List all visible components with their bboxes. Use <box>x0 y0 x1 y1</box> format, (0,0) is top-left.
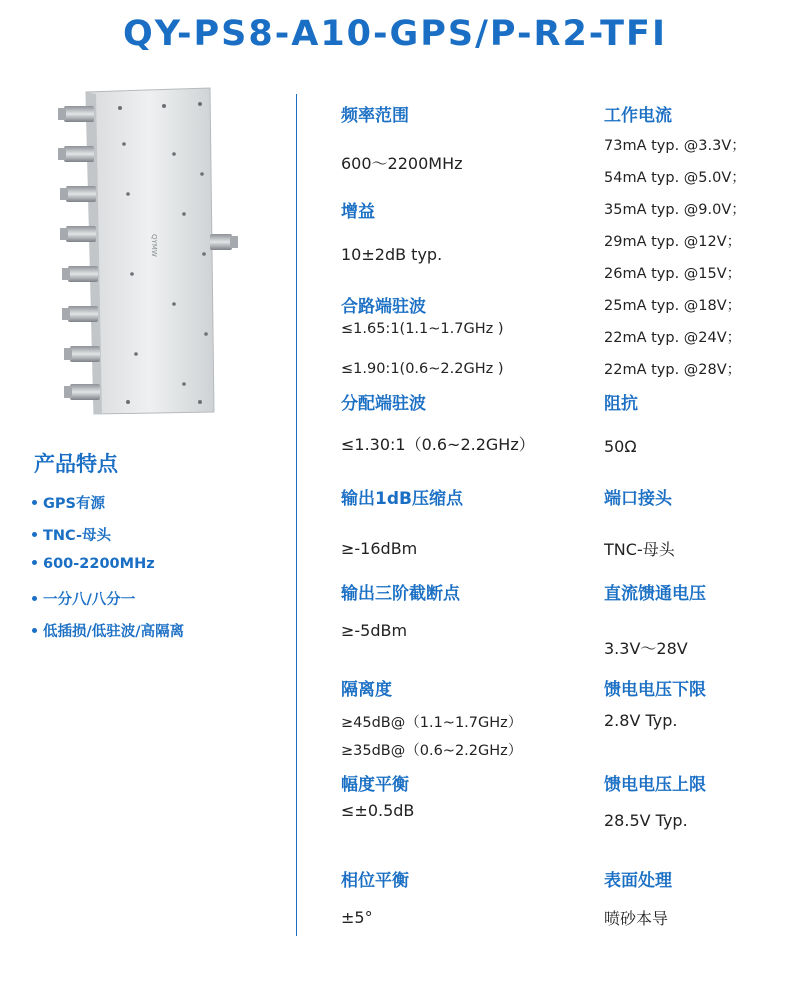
feature-item: 低插损/低驻波/高隔离 <box>32 620 184 652</box>
spec-value-connector: TNC-母头 <box>604 540 675 559</box>
spec-value-combine-vswr-1: ≤1.65:1(1.1~1.7GHz ) <box>341 321 504 337</box>
spec-value-gain: 10±2dB typ. <box>341 245 443 264</box>
spec-value-ip3: ≥-5dBm <box>341 621 408 640</box>
input-connector <box>210 234 238 250</box>
feature-item: GPS有源 <box>32 492 184 524</box>
bullet-icon <box>32 500 37 505</box>
spec-label-isolation: 隔离度 <box>341 680 392 700</box>
spec-value-finish: 喷砂本导 <box>604 909 669 928</box>
spec-label-phase-balance: 相位平衡 <box>341 871 409 891</box>
spec-value-p1db: ≥-16dBm <box>341 539 418 558</box>
spec-value-current: 22mA typ. @28V； <box>604 362 742 378</box>
spec-value-isolation-2: ≥35dB@（0.6~2.2GHz） <box>341 743 523 759</box>
spec-value-feed-max: 28.5V Typ. <box>604 811 688 830</box>
spec-value-current: 73mA typ. @3.3V； <box>604 138 746 154</box>
spec-value-current: 35mA typ. @9.0V； <box>604 202 746 218</box>
spec-value-frequency: 600～2200MHz <box>341 154 463 173</box>
spec-value-current: 54mA typ. @5.0V； <box>604 170 746 186</box>
spec-label-impedance: 阻抗 <box>604 394 638 414</box>
spec-label-p1db: 输出1dB压缩点 <box>341 489 463 509</box>
spec-label-amp-balance: 幅度平衡 <box>341 775 409 795</box>
spec-label-combine-vswr: 合路端驻波 <box>341 297 426 317</box>
spec-value-current: 22mA typ. @24V； <box>604 330 742 346</box>
spec-value-current: 29mA typ. @12V； <box>604 234 742 250</box>
spec-label-finish: 表面处理 <box>604 871 672 891</box>
spec-label-split-vswr: 分配端驻波 <box>341 394 426 414</box>
column-divider <box>296 94 297 936</box>
product-image <box>24 84 276 422</box>
spec-value-amp-balance: ≤±0.5dB <box>341 801 415 820</box>
bullet-icon <box>32 560 37 565</box>
feature-item: 600-2200MHz <box>32 556 184 588</box>
spec-value-phase-balance: ±5° <box>341 908 373 927</box>
bullet-icon <box>32 596 37 601</box>
features-list <box>32 492 184 652</box>
spec-value-dc-feed: 3.3V～28V <box>604 639 688 658</box>
spec-label-connector: 端口接头 <box>604 489 672 509</box>
bullet-icon <box>32 628 37 633</box>
spec-value-current: 25mA typ. @18V； <box>604 298 742 314</box>
spec-label-frequency: 频率范围 <box>341 106 409 126</box>
spec-value-split-vswr: ≤1.30:1（0.6~2.2GHz） <box>341 435 535 454</box>
feature-item: TNC-母头 <box>32 524 184 556</box>
feature-item: 一分八/八分一 <box>32 588 184 620</box>
spec-label-current: 工作电流 <box>604 106 672 126</box>
spec-value-current: 26mA typ. @15V； <box>604 266 742 282</box>
spec-label-dc-feed: 直流馈通电压 <box>604 584 706 604</box>
spec-value-combine-vswr-2: ≤1.90:1(0.6~2.2GHz ) <box>341 361 504 377</box>
spec-label-gain: 增益 <box>341 202 375 222</box>
page-title: QY-PS8-A10-GPS/P-R2-TFI <box>123 14 667 54</box>
spec-value-feed-min: 2.8V Typ. <box>604 711 678 730</box>
spec-label-ip3: 输出三阶截断点 <box>341 584 460 604</box>
spec-value-isolation-1: ≥45dB@（1.1~1.7GHz） <box>341 715 523 731</box>
bullet-icon <box>32 532 37 537</box>
features-title: 产品特点 <box>34 452 118 476</box>
spec-label-feed-max: 馈电电压上限 <box>604 775 706 795</box>
spec-label-feed-min: 馈电电压下限 <box>604 680 706 700</box>
spec-value-impedance: 50Ω <box>604 437 637 456</box>
product-brand-label: QYMW <box>150 234 158 257</box>
